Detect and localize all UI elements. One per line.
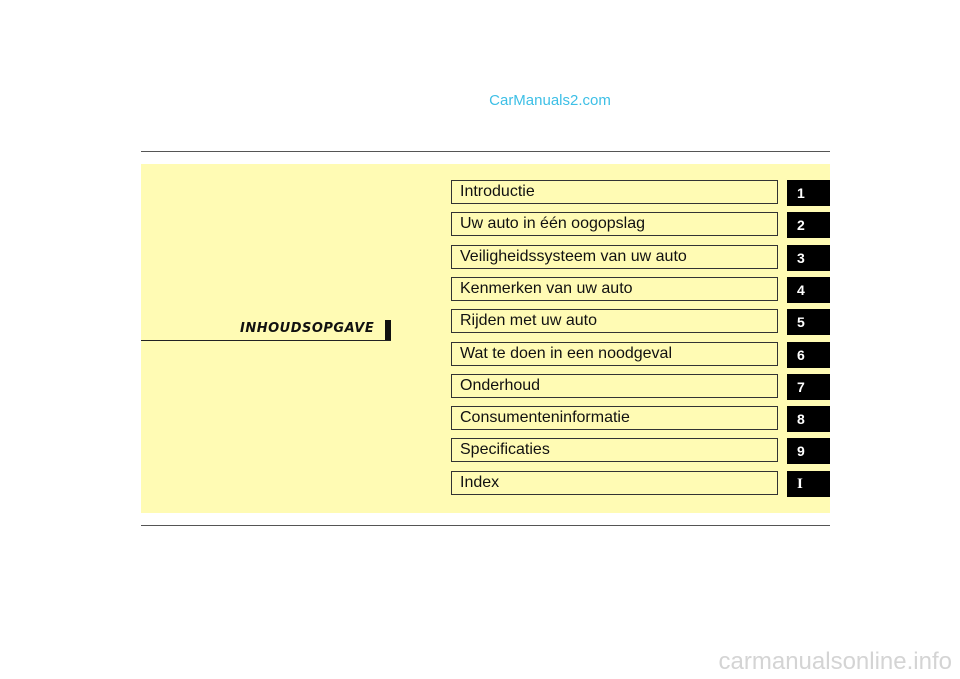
toc-row-3 [451, 245, 830, 271]
bottom-rule [141, 525, 830, 526]
toc-row-index [451, 471, 830, 497]
toc-row-2 [451, 212, 830, 238]
toc-row-7 [451, 374, 830, 400]
toc-row-6 [451, 342, 830, 368]
toc-row-1 [451, 180, 830, 206]
chapter-tab-5[interactable]: 5 [787, 309, 830, 335]
top-rule [141, 151, 830, 152]
chapter-tab-1[interactable]: 1 [787, 180, 830, 206]
toc-title-bar [385, 320, 391, 341]
toc-item-introductie[interactable]: Introductie [451, 180, 778, 204]
toc-title-underline [141, 340, 391, 341]
chapter-tab-index[interactable]: I [787, 471, 830, 497]
toc-item-noodgeval[interactable]: Wat te doen in een noodgeval [451, 342, 778, 366]
toc-title: INHOUDSOPGAVE [240, 321, 375, 336]
chapter-tab-9[interactable]: 9 [787, 438, 830, 464]
chapter-tab-8[interactable]: 8 [787, 406, 830, 432]
toc-row-4 [451, 277, 830, 303]
toc-item-specificaties[interactable]: Specificaties [451, 438, 778, 462]
chapter-tab-3[interactable]: 3 [787, 245, 830, 271]
toc-item-veiligheidssysteem[interactable]: Veiligheidssysteem van uw auto [451, 245, 778, 269]
chapter-tab-7[interactable]: 7 [787, 374, 830, 400]
toc-row-8 [451, 406, 830, 432]
chapter-tab-4[interactable]: 4 [787, 277, 830, 303]
toc-row-5 [451, 309, 830, 335]
toc-item-onderhoud[interactable]: Onderhoud [451, 374, 778, 398]
toc-row-9 [451, 438, 830, 464]
chapter-tab-2[interactable]: 2 [787, 212, 830, 238]
toc-item-consumenteninformatie[interactable]: Consumenteninformatie [451, 406, 778, 430]
watermark-bottom: carmanualsonline.info [718, 648, 952, 675]
watermark-top: CarManuals2.com [489, 92, 611, 109]
toc-item-rijden[interactable]: Rijden met uw auto [451, 309, 778, 333]
toc-item-kenmerken[interactable]: Kenmerken van uw auto [451, 277, 778, 301]
toc-item-index[interactable]: Index [451, 471, 778, 495]
chapter-tab-6[interactable]: 6 [787, 342, 830, 368]
toc-item-uw-auto-in-een-oogopslag[interactable]: Uw auto in één oogopslag [451, 212, 778, 236]
